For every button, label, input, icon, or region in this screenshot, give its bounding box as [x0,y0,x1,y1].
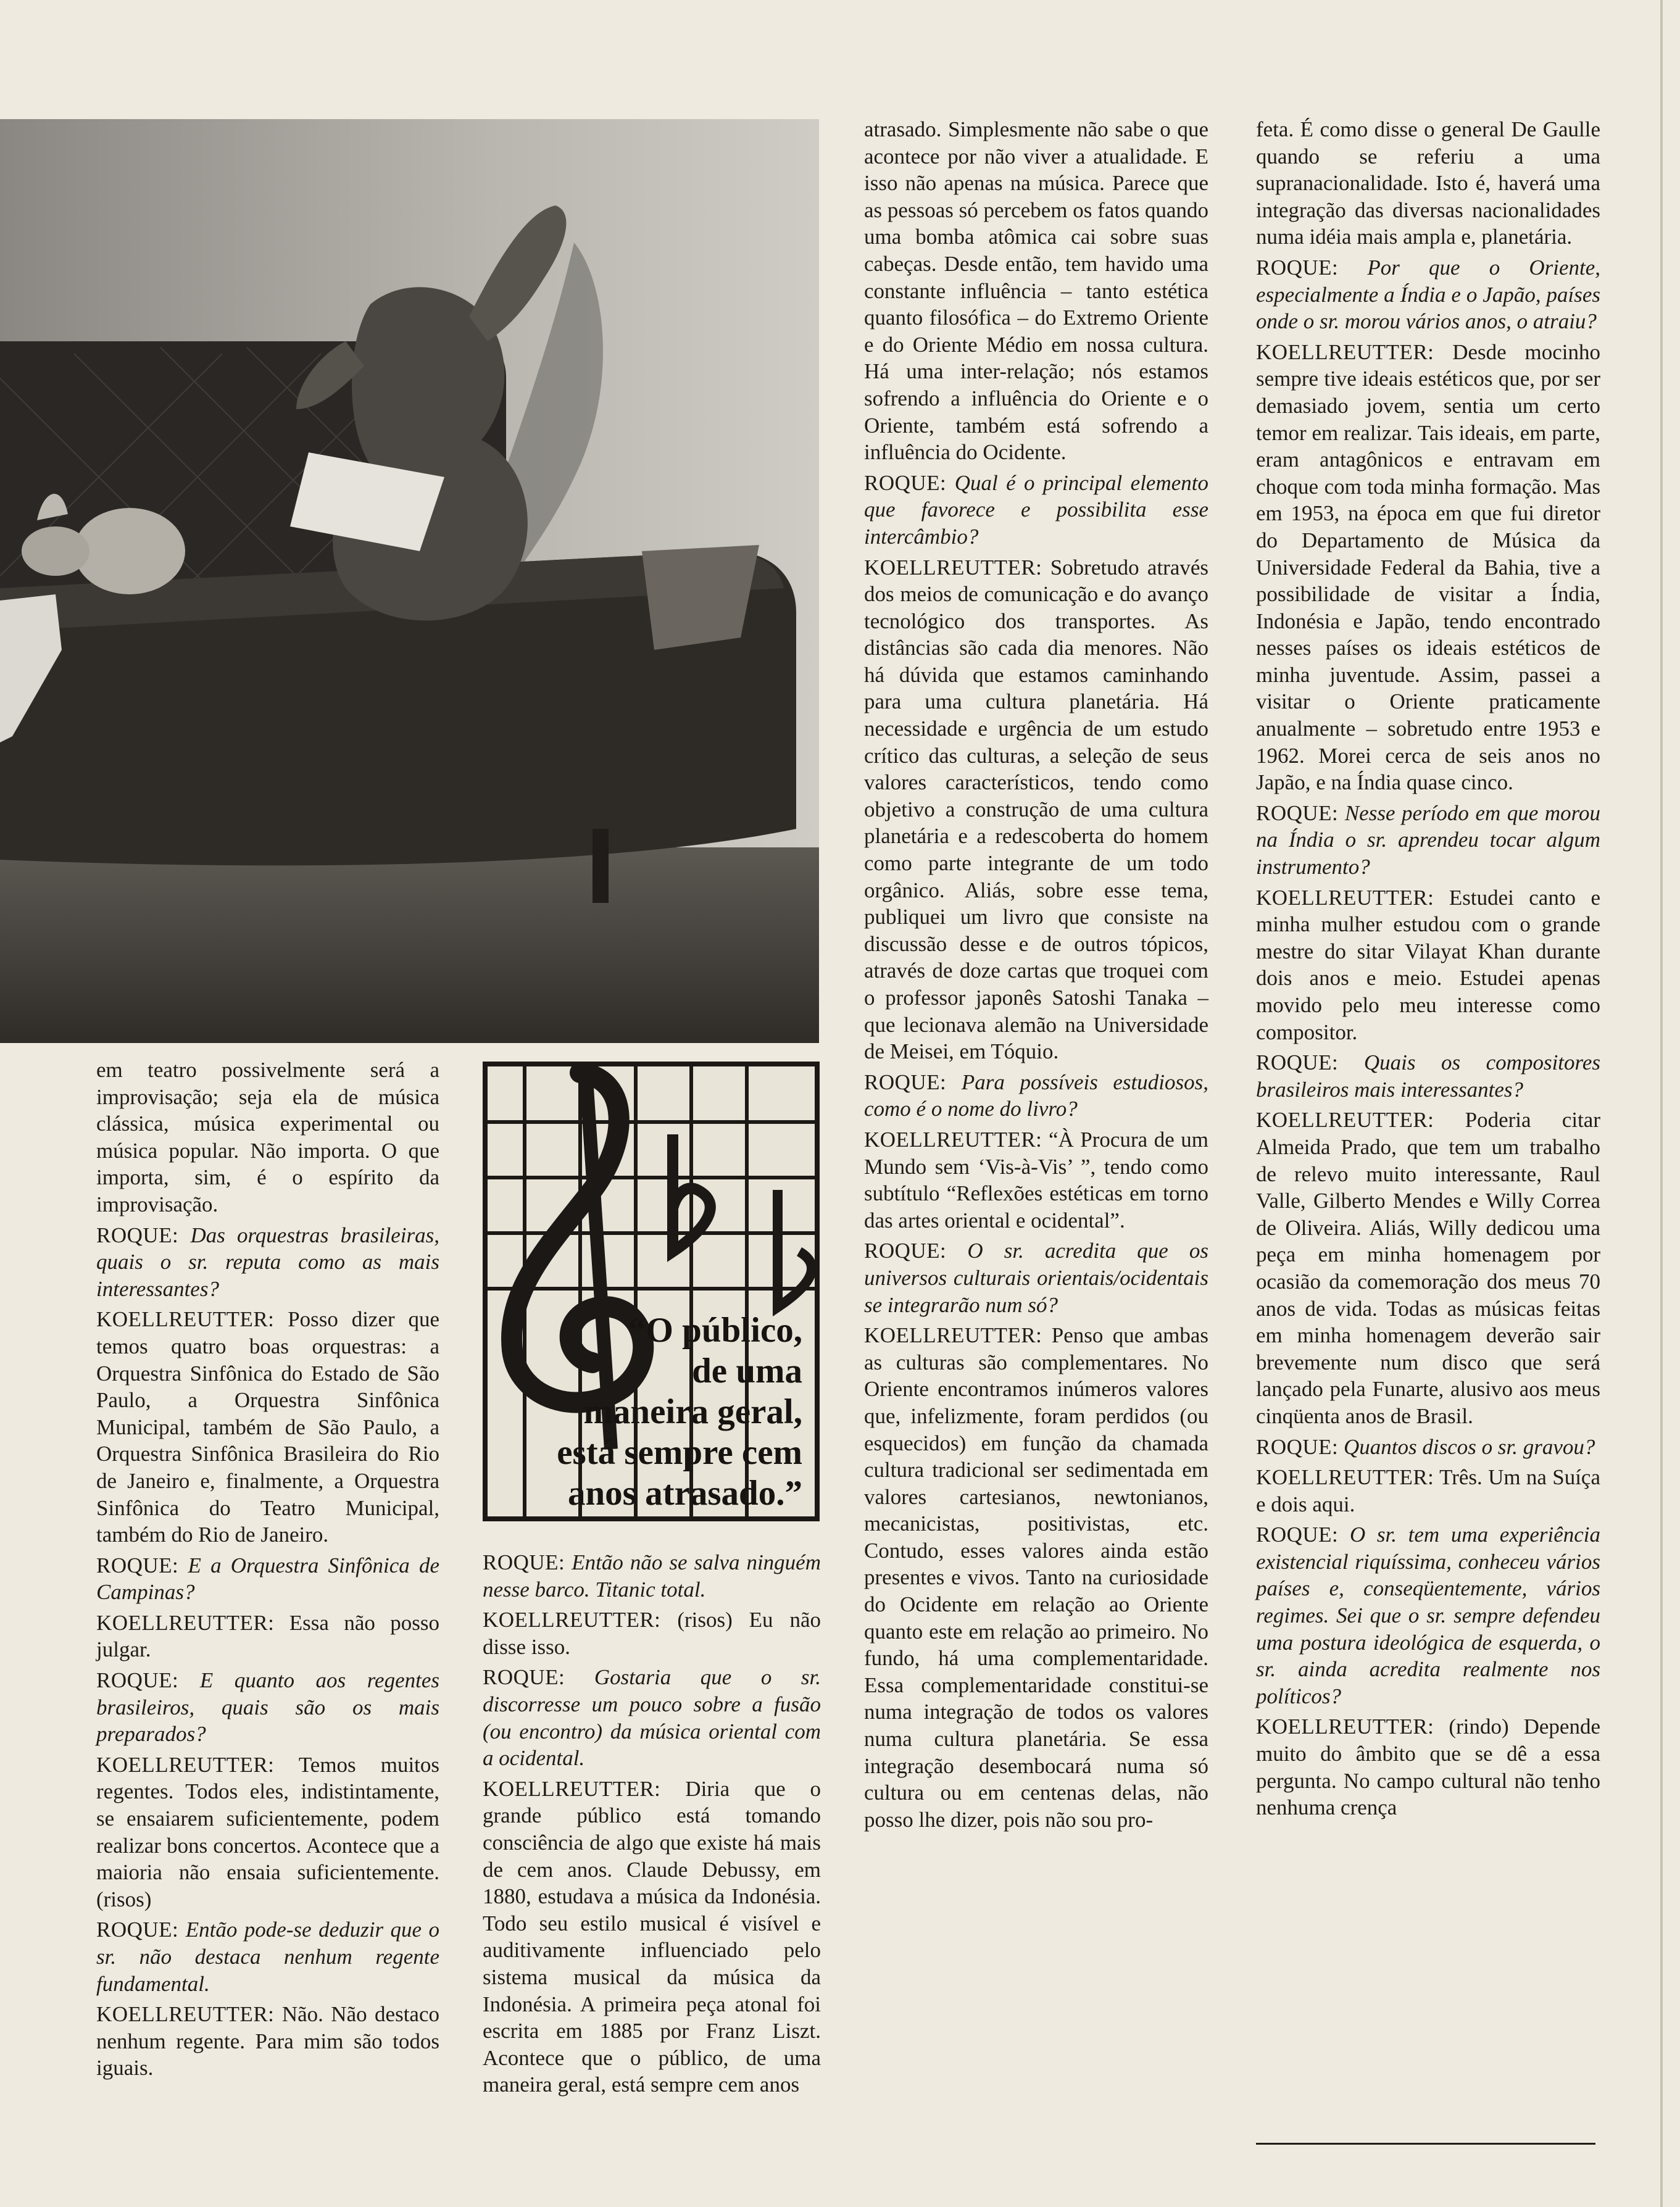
speaker-label: ROQUE: [1256,1523,1339,1547]
answer-text: Diria que o grande público está tomando consciência de algo que existe há mais de cem anos. Claude Debussy, em 1880, estudava a música da Indonésia. Todo seu estilo musical é visível e auditivamente influenciado pelo sistema musical da música da Indonésia. A primeira peça atonal foi escrita em 1885 por Franz Liszt. Acontece que o público, de uma maneira geral, está sempre cem anos [483,1776,821,2097]
answer-text: feta. É como disse o general De Gaulle quando se referiu a uma supranacionalidade. Isto é, haverá uma integração das diversas nacionalidades numa idéia mais ampla e, planetária. [1256,117,1600,249]
pull-quote-line: anos atrasado.” [567,1474,802,1513]
question-text: Gostaria que o sr. discorresse um pouco sobre a fusão (ou encontro) da música oriental com a ocidental. [483,1665,821,1771]
article-paragraph [864,116,1208,466]
speaker-label: KOELLREUTTER: [483,1608,661,1632]
article-paragraph [483,1606,821,1660]
answer-text: Três. Um na Suíça e dois aqui. [1256,1465,1600,1516]
answer-text: Estudei canto e minha mulher estudou com o grande mestre do sitar Vilayat Khan durante dois anos e meio. Estudei apenas movido pelo meu interesse como compositor. [1256,885,1601,1044]
question-text: O sr. tem uma experiência existencial riquíssima, conheceu vários países e, conseqüentemente, vários regimes. Sei que o sr. sempre defendeu uma postura ideológica de esquerda, o sr. ainda acredita realmente nos políticos? [1256,1523,1600,1708]
article-paragraph [864,1322,1208,1833]
speaker-label: KOELLREUTTER: [96,1610,275,1635]
answer-text: Temos muitos regentes. Todos eles, indistintamente, se ensaiarem suficientemente, podem realizar bons concertos. Acontece que a maioria não ensaia suficientemente. (risos) [96,1752,440,1911]
text-column-3 [864,116,1208,1837]
article-paragraph [1256,884,1600,1046]
speaker-label: KOELLREUTTER: [483,1776,661,1801]
speaker-label: KOELLREUTTER: [1256,885,1434,910]
article-paragraph [483,1549,821,1603]
answer-text: atrasado. Simplesmente não sabe o que acontece por não viver a atualidade. E isso não apenas na música. Parece que as pessoas só percebem os fatos quando uma bomba atômica cai sobre suas cabeças. Desde então, tem havido uma constante influência – tanto estética quanto filosófica – do Extremo Oriente e do Oriente Médio em nossa cultura. Há uma inter-relação; nós estamos sofrendo a influência do Oriente e o Oriente, também está sofrendo a influência do Ocidente. [864,117,1208,465]
article-paragraph [1256,1464,1600,1518]
article-paragraph [483,1776,821,2098]
speaker-label: KOELLREUTTER: [1256,1714,1434,1739]
speaker-label: ROQUE: [96,1918,179,1942]
answer-text: em teatro possivelmente será a improvisação; seja ela de música clássica, música experimental ou música popular. Não importa. O que importa, sim, é o espírito da improvisação. [96,1058,439,1216]
pull-quote-line: “O público, [628,1311,802,1350]
question-text: Qual é o principal elemento que favorece e possibilita esse intercâmbio? [864,470,1208,549]
article-paragraph [864,1237,1208,1318]
pull-quote-line: maneira geral, [583,1392,802,1431]
speaker-label: KOELLREUTTER: [1256,339,1434,364]
article-paragraph [1256,1521,1600,1710]
answer-text: Não. Não destaco nenhum regente. Para mim são todos iguais. [96,2002,439,2080]
pull-quote-line: está sempre cem [557,1433,802,1472]
question-text: Por que o Oriente, especialmente a Índia e o Japão, países onde o sr. morou vários anos, o atraiu? [1256,255,1601,334]
speaker-label: ROQUE: [96,1553,179,1577]
speaker-label: KOELLREUTTER: [1256,1108,1434,1133]
speaker-label: KOELLREUTTER: [864,1127,1042,1152]
answer-text: “À Procura de um Mundo sem ‘Vis-à-Vis’ ”, tendo como subtítulo “Reflexões estéticas em torno das artes oriental e ocidental”. [864,1127,1208,1232]
speaker-label: KOELLREUTTER: [96,1752,275,1777]
question-text: E a Orquestra Sinfônica de Campinas? [96,1553,440,1605]
article-paragraph [96,1752,439,1913]
pull-quote-line: de uma [692,1352,802,1390]
article-paragraph [96,1916,439,1997]
article-paragraph [96,1667,439,1748]
photo-sofa-with-stuffed-animals [0,119,819,1043]
answer-text: Posso dizer que temos quatro boas orquestras: a Orquestra Sinfônica do Estado de São Paulo, a Orquestra Sinfônica Municipal, também de São Paulo, a Orquestra Sinfônica Brasileira do Rio de Janeiro e, finalmente, a Orquestra Sinfônica do Teatro Municipal, também do Rio de Janeiro. [96,1307,439,1547]
article-paragraph [1256,1049,1600,1103]
article-paragraph [1256,116,1600,251]
question-text: Então não se salva ninguém nesse barco. Titanic total. [483,1550,821,1602]
article-paragraph [96,2001,439,2082]
question-text: Quais os compositores brasileiros mais interessantes? [1256,1050,1600,1102]
speaker-label: KOELLREUTTER: [1256,1465,1434,1490]
photo-illustration [0,119,819,1043]
speaker-label: ROQUE: [864,1070,947,1094]
question-text: E quanto aos regentes brasileiros, quais são os mais preparados? [96,1668,440,1747]
answer-text: Essa não posso julgar. [96,1610,439,1662]
article-paragraph [96,1057,439,1218]
page-edge [1660,0,1663,2207]
article-paragraph [96,1306,439,1548]
speaker-label: ROQUE: [483,1665,565,1690]
article-paragraph [1256,254,1600,335]
answer-text: (risos) Eu não disse isso. [483,1608,821,1659]
speaker-label: ROQUE: [1256,1434,1339,1459]
speaker-label: ROQUE: [483,1550,565,1574]
text-column-1 [96,1057,439,2085]
article-paragraph [864,1069,1208,1123]
article-paragraph [96,1610,439,1663]
article-paragraph [864,554,1208,1065]
question-text: O sr. acredita que os universos culturais orientais/ocidentais se integrarão num só? [864,1239,1209,1317]
article-paragraph [1256,339,1600,796]
speaker-label: ROQUE: [96,1668,179,1693]
speaker-label: ROQUE: [96,1223,179,1247]
speaker-label: KOELLREUTTER: [864,1323,1042,1348]
article-paragraph [1256,800,1600,881]
answer-text: Desde mocinho sempre tive ideais estéticos que, por ser demasiado jovem, sentia um certo temor em realizar. Tais ideais, em parte, eram antagônicos e entravam em choque com toda minha formação. Mas em 1953, na época em que fui diretor do Departamento de Música da Universidade Federal da Bahia, tive a possibilidade de visitar a Índia, Indonésia e Japão, tendo encontrado nesses países os ideais estéticos de minha juventude. Assim, passei a visitar o Oriente praticamente anualmente – sobretudo entre 1953 e 1962. Morei cerca de seis anos no Japão, e na Índia quase cinco. [1256,339,1601,795]
article-paragraph [1256,1107,1600,1429]
article-paragraph [483,1664,821,1771]
article-paragraph [96,1222,439,1303]
pull-quote-text [505,1310,802,1514]
answer-text: Penso que ambas as culturas são complementares. No Oriente encontramos inúmeros valores que, infelizmente, foram perdidos (ou esquecidos) em função da chamada cultura tradicional ser sedimentada em valores cartesianos, newtonianos, mecanicistas, positivistas, etc. Contudo, esses valores ainda estão presentes e vivos. Tanto na curiosidade do Ocidente em relação ao Oriente quanto este em relação ao primeiro. No fundo, há uma complementaridade. Essa complementaridade constitui-se numa integração de todos os valores numa cultura planetária. Se essa integração desembocará numa só cultura ou em centenas delas, não posso lhe dizer, pois não sou pro- [864,1323,1208,1832]
speaker-label: ROQUE: [1256,800,1339,825]
speaker-label: ROQUE: [1256,255,1339,280]
speaker-label: ROQUE: [864,1239,947,1263]
speaker-label: ROQUE: [864,470,947,495]
question-text: Nesse período em que morou na Índia o sr. aprendeu tocar algum instrumento? [1256,800,1600,879]
speaker-label: KOELLREUTTER: [864,555,1042,580]
speaker-label: KOELLREUTTER: [96,2002,275,2027]
question-text: Então pode-se deduzir que o sr. não destaca nenhum regente fundamental. [96,1918,440,1996]
answer-text: (rindo) Depende muito do âmbito que se dê a essa pergunta. No campo cultural não tenho nenhuma crença [1256,1714,1600,1820]
text-column-2 [483,1549,821,2102]
pull-quote-box [483,1062,820,1521]
text-column-4 [1256,116,1600,1825]
question-text: Quantos discos o sr. gravou? [1344,1434,1595,1459]
column-end-rule [1256,2143,1595,2145]
article-paragraph [864,1126,1208,1234]
article-paragraph [96,1552,439,1606]
answer-text: Poderia citar Almeida Prado, que tem um trabalho de relevo muito interessante, Raul Valle, Gilberto Mendes e Willy Correa de Oliveira. Aliás, Willy dedicou uma peça em minha homenagem por ocasião da comemoração dos meus 70 anos de vida. Todas as músicas feitas em minha homenagem deverão sair brevemente num disco que será lançado pela Funarte, alusivo aos meus cinqüenta anos de Brasil. [1256,1108,1600,1428]
article-paragraph [1256,1434,1600,1461]
article-paragraph [864,470,1208,551]
question-text: Para possíveis estudiosos, como é o nome do livro? [864,1070,1208,1121]
article-paragraph [1256,1713,1600,1821]
speaker-label: ROQUE: [1256,1050,1339,1075]
speaker-label: KOELLREUTTER: [96,1307,275,1332]
answer-text: Sobretudo através dos meios de comunicação e do avanço tecnológico dos transportes. As distâncias são cada dia menores. Não há dúvida que estamos caminhando para uma cultura planetária. Há necessidade e urgência de um estudo crítico das culturas, a seleção de seus valores característicos, tendo como objetivo a construção de uma cultura planetária e a redescoberta do homem como parte integrante de um todo orgânico. Aliás, sobre esse tema, publiquei um livro que consiste na discussão desse e de outros tópicos, através de doze cartas que troquei com o professor japonês Satoshi Tanaka – que lecionava alemão na Universidade de Meisei, em Tóquio. [864,555,1209,1064]
question-text: Das orquestras brasileiras, quais o sr. reputa como as mais interessantes? [96,1223,440,1301]
